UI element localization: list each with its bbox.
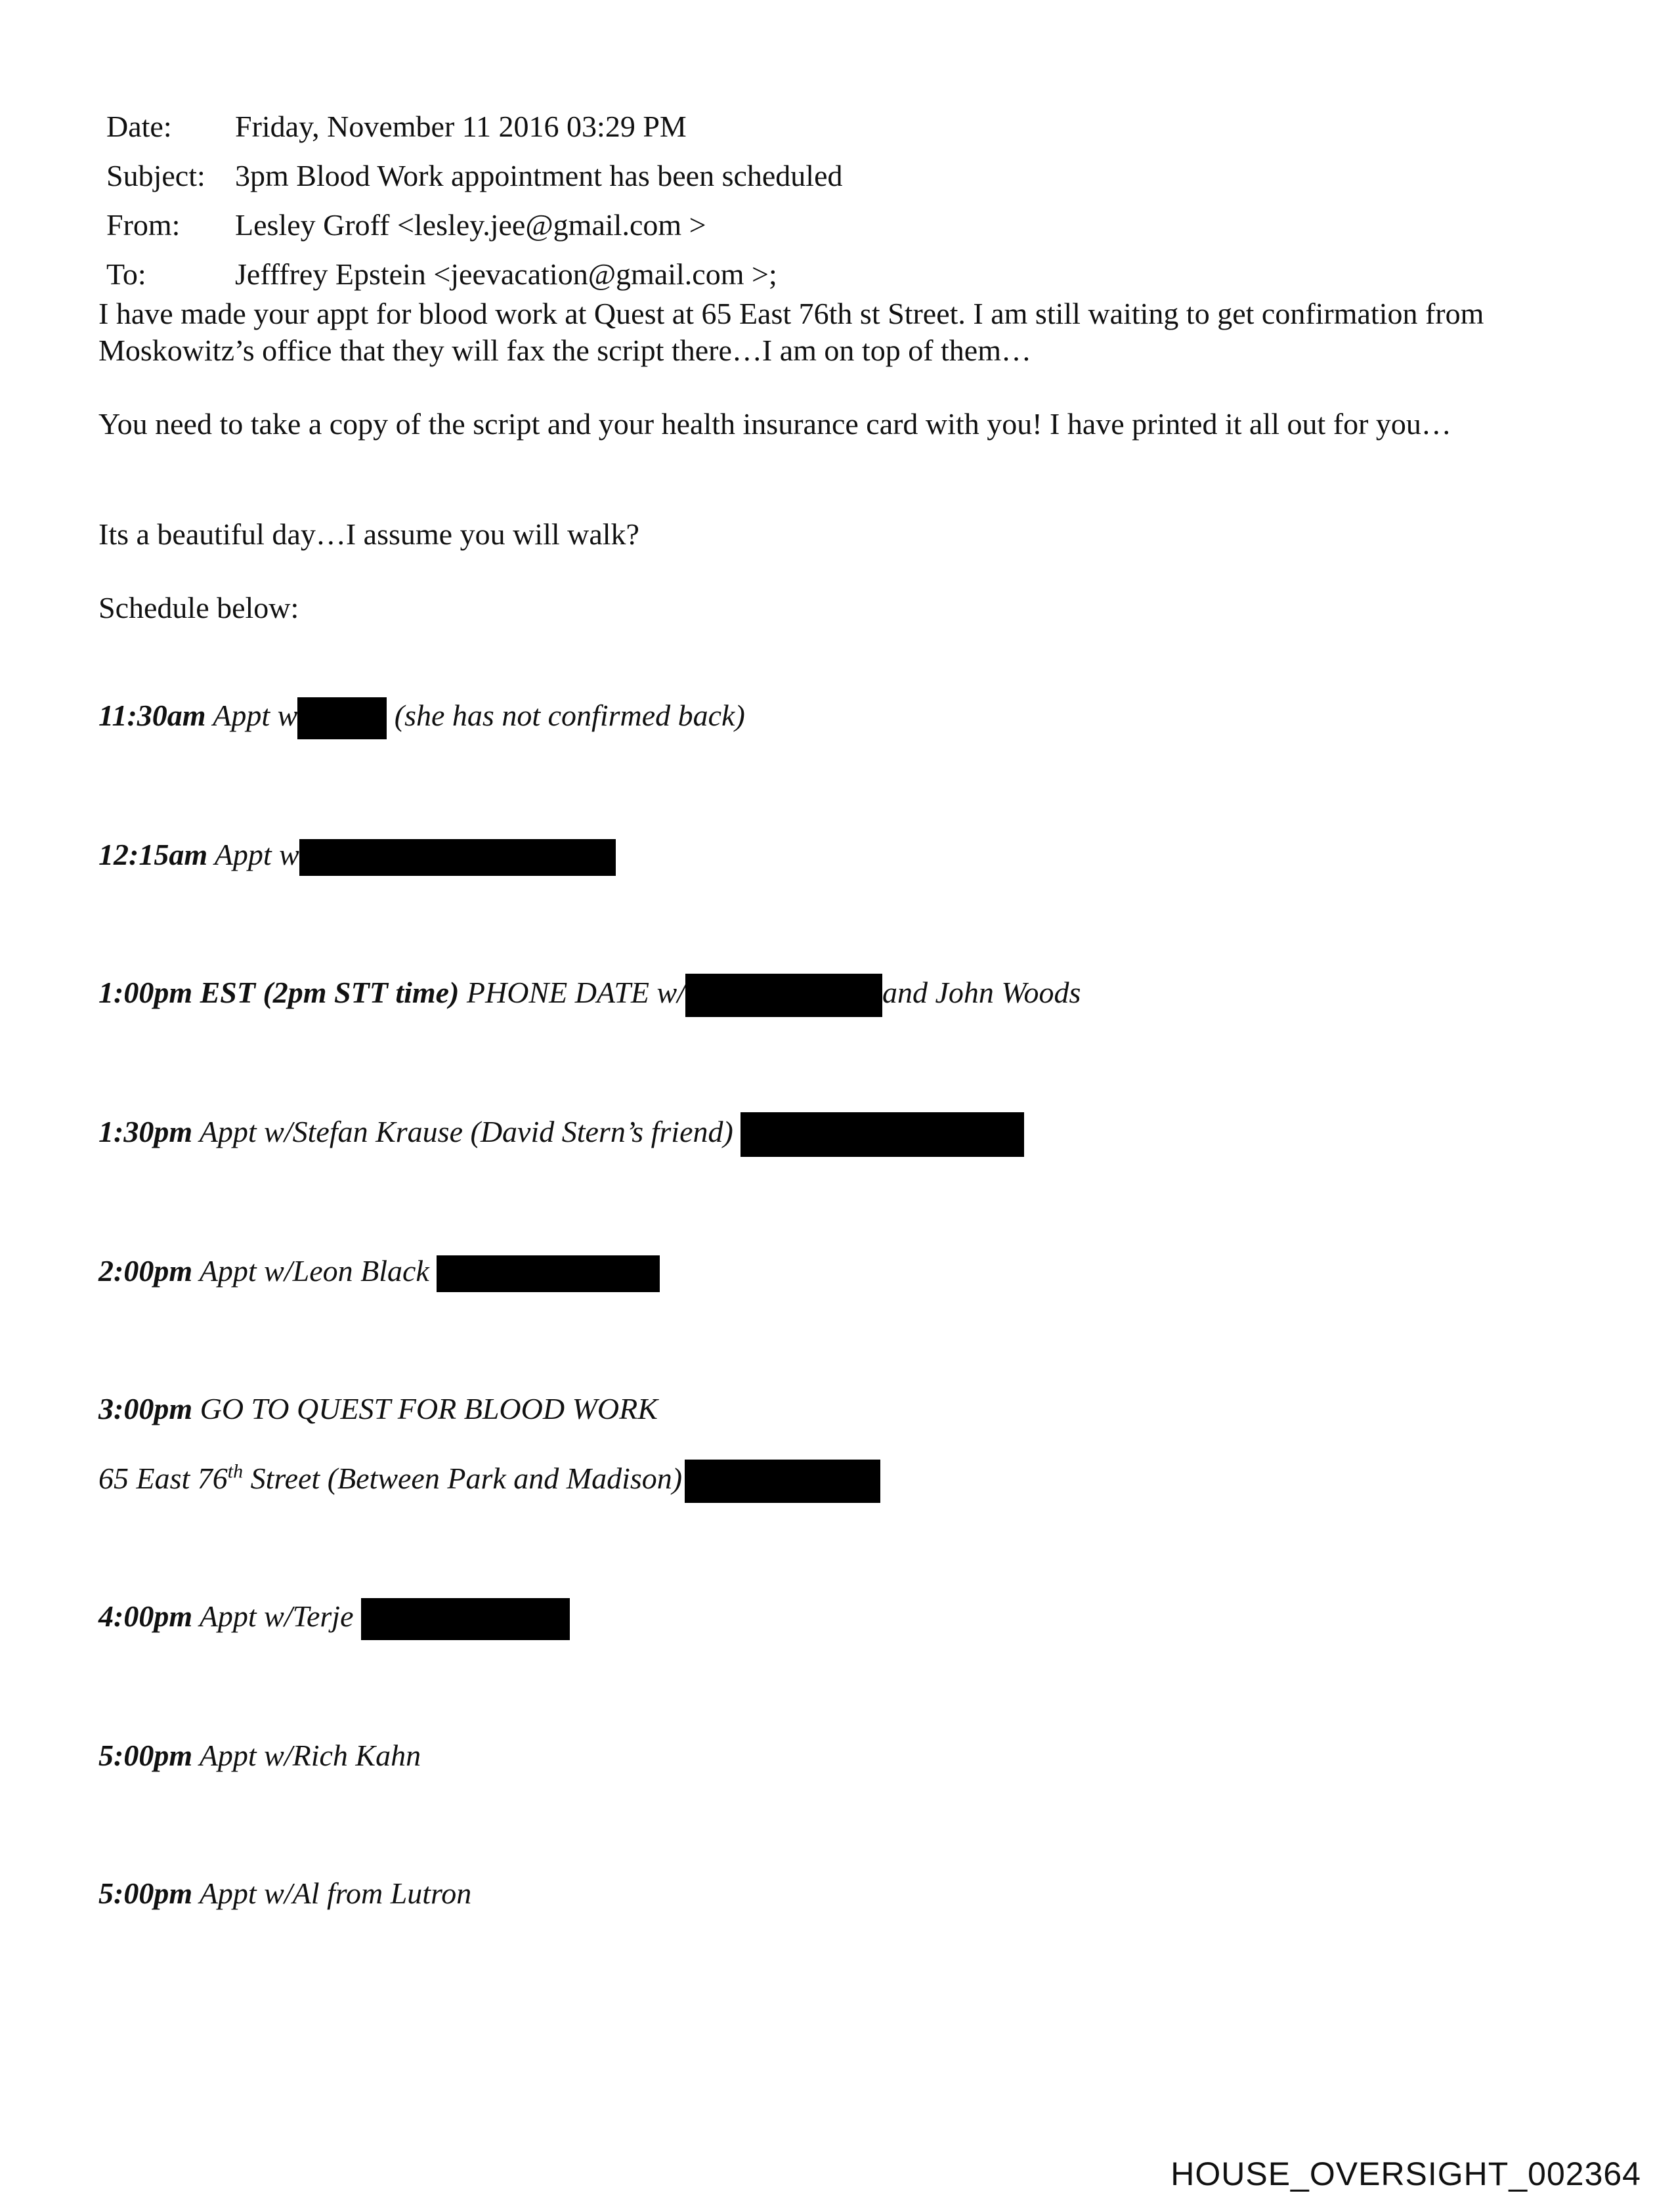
header-date-row <box>106 102 843 151</box>
schedule-note: (she has not confirmed back) <box>394 699 745 732</box>
redaction-box <box>297 697 387 739</box>
schedule-text: Appt w/Rich Kahn <box>199 1739 421 1772</box>
subject-label: Subject: <box>106 159 205 192</box>
redaction-box <box>437 1255 660 1292</box>
schedule-text: Appt w/Al from Lutron <box>199 1876 472 1910</box>
schedule-item <box>98 1874 471 1913</box>
schedule-address <box>98 1459 880 1503</box>
schedule-text: GO TO QUEST FOR BLOOD WORK <box>200 1392 658 1425</box>
schedule-text: Appt w/Terje <box>199 1599 354 1633</box>
body-paragraph-appointment: I have made your appt for blood work at Quest at 65 East 76th st Street. I am still waiting to get confirmation from Moskowitz’s office that they will fax the script there…I am on top of them… <box>98 297 1484 367</box>
schedule-note: and John Woods <box>882 976 1081 1009</box>
body-paragraph-weather: Its a beautiful day…I assume you will walk? <box>98 517 639 551</box>
schedule-time: 5:00pm <box>98 1739 193 1772</box>
subject-value: 3pm Blood Work appointment has been scheduled <box>235 159 843 192</box>
address-start: 65 East 76 <box>98 1462 228 1495</box>
schedule-item <box>98 1597 570 1640</box>
schedule-time: 4:00pm <box>98 1599 193 1633</box>
address-ordinal: th <box>227 1460 244 1483</box>
from-value: Lesley Groff <lesley.jee@gmail.com > <box>235 208 706 242</box>
schedule-text: Appt w/Stefan Krause (David Stern’s friend) <box>199 1115 733 1148</box>
schedule-text: Appt w/Leon Black <box>199 1254 429 1288</box>
schedule-item <box>98 1251 660 1292</box>
schedule-time: 12:15am <box>98 838 208 871</box>
redaction-box <box>740 1112 1024 1157</box>
schedule-item <box>98 1112 1024 1157</box>
body-paragraph-instructions: You need to take a copy of the script and your health insurance card with you! I have printed it all out for you… <box>98 407 1451 441</box>
redaction-box <box>299 839 616 876</box>
schedule-time: 2:00pm <box>98 1254 193 1288</box>
redaction-box <box>685 1460 880 1503</box>
address-end: Street (Between Park and Madison) <box>243 1462 683 1495</box>
schedule-time: 5:00pm <box>98 1876 193 1910</box>
schedule-time: 3:00pm <box>98 1392 193 1425</box>
from-label: From: <box>106 208 181 242</box>
schedule-text: Appt w <box>214 838 299 871</box>
schedule-text: PHONE DATE w/ <box>466 976 685 1009</box>
date-value: Friday, November 11 2016 03:29 PM <box>235 110 687 143</box>
date-label: Date: <box>106 110 172 143</box>
to-label: To: <box>106 257 146 291</box>
header-to-row <box>106 249 843 299</box>
schedule-item <box>98 973 1081 1017</box>
schedule-item <box>98 1736 421 1775</box>
body-paragraph-schedule-intro: Schedule below: <box>98 591 299 624</box>
header-subject-row <box>106 151 843 200</box>
email-header <box>106 102 843 299</box>
schedule-item <box>98 1389 658 1429</box>
schedule-time: 1:30pm <box>98 1115 193 1148</box>
redaction-box <box>685 974 882 1017</box>
bates-number: HOUSE_OVERSIGHT_002364 <box>1170 2156 1641 2192</box>
schedule-time: 1:00pm EST (2pm STT time) <box>98 976 460 1009</box>
to-value: Jefffrey Epstein <jeevacation@gmail.com >; <box>235 257 777 291</box>
redaction-box <box>361 1598 570 1640</box>
schedule-text: Appt w <box>213 699 298 732</box>
header-from-row <box>106 200 843 249</box>
schedule-item <box>98 696 745 739</box>
schedule-time: 11:30am <box>98 699 206 732</box>
schedule-item <box>98 835 616 876</box>
